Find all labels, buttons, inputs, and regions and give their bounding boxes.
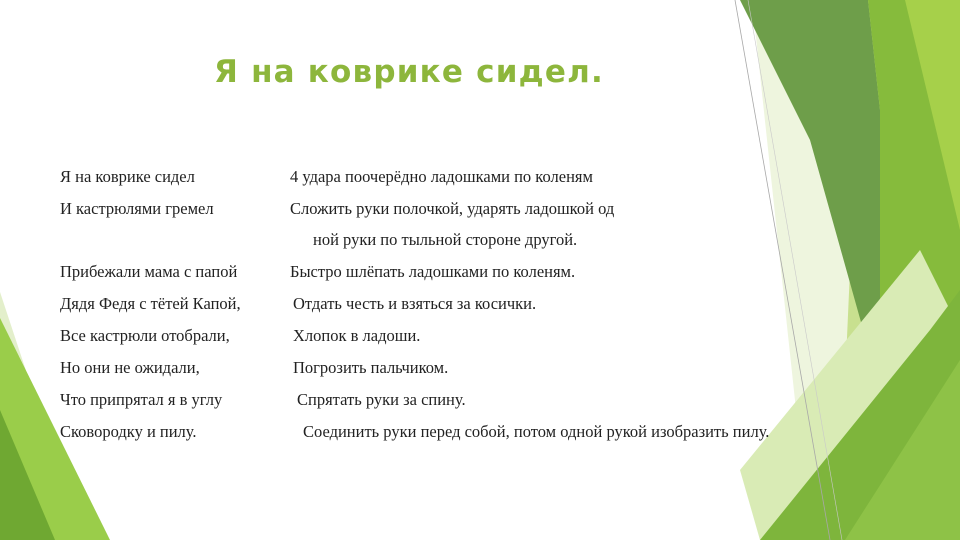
left-line-5: Все кастрюли отобрали, <box>60 326 230 345</box>
right-line-6: Хлопок в ладоши. <box>293 326 421 345</box>
left-line-1: Я на коврике сидел <box>60 167 195 186</box>
right-line-9: Соединить руки перед собой, потом одной рукой изобразить пилу. <box>303 422 770 441</box>
left-line-6: Но они не ожидали, <box>60 358 200 377</box>
right-line-1: 4 удара поочерёдно ладошками по коленям <box>290 167 593 186</box>
left-line-8: Сковородку и пилу. <box>60 422 197 441</box>
right-line-2: Сложить руки полочкой, ударять ладошкой од <box>290 199 615 218</box>
left-line-3: Прибежали мама с папой <box>60 262 238 281</box>
right-line-4: Быстро шлёпать ладошками по коленям. <box>290 262 576 281</box>
right-line-5: Отдать честь и взяться за косички. <box>293 294 537 313</box>
right-line-8: Спрятать руки за спину. <box>297 390 466 409</box>
slide-title: Я на коврике сидел. <box>214 54 604 90</box>
left-line-2: И кастрюлями гремел <box>60 199 214 218</box>
left-line-7: Что припрятал я в углу <box>60 390 223 409</box>
left-line-4: Дядя Федя с тётей Капой, <box>60 294 241 313</box>
right-line-7: Погрозить пальчиком. <box>293 358 449 377</box>
right-line-3: ной руки по тыльной стороне другой. <box>313 230 578 249</box>
